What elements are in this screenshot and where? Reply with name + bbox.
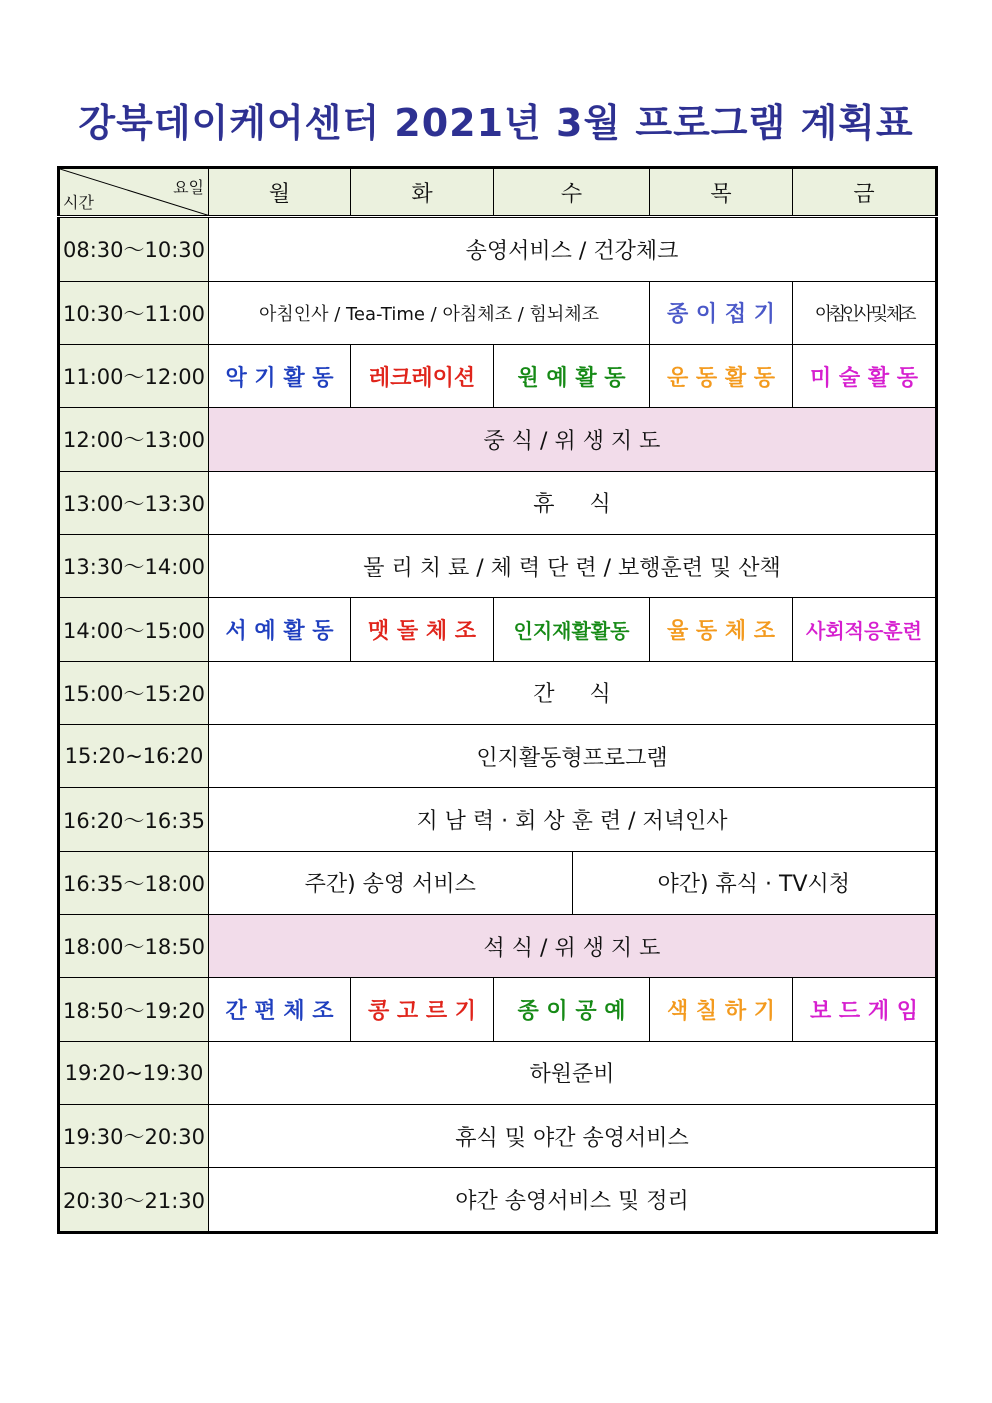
activity-cell: 지 남 력 · 회 상 훈 련 / 저녁인사 xyxy=(209,788,937,851)
program-wed-cell: 종 이 공 예 xyxy=(494,978,650,1041)
table-row xyxy=(59,471,937,534)
program-thu-cell: 운 동 활 동 xyxy=(650,344,793,407)
activity-cell: 하원준비 xyxy=(209,1041,937,1104)
table-row xyxy=(59,217,937,281)
program-fri-cell: 미 술 활 동 xyxy=(793,344,937,407)
activity-cell: 물 리 치 료 / 체 력 단 련 / 보행훈련 및 산책 xyxy=(209,535,937,598)
table-row xyxy=(59,281,937,344)
time-cell: 08:30～10:30 xyxy=(59,217,209,281)
table-row xyxy=(59,1168,937,1233)
corner-day-label: 요일 xyxy=(173,178,204,197)
table-row xyxy=(59,408,937,471)
split-cell xyxy=(209,851,937,914)
table-row xyxy=(59,344,937,407)
activity-thu-cell: 종 이 접 기 xyxy=(650,281,793,344)
activity-cell: 아침인사 / Tea-Time / 아침체조 / 힘뇌체조 xyxy=(209,281,650,344)
activity-fri-cell: 아침인사 및 체조 xyxy=(793,281,937,344)
page-title: 강북데이케어센터 2021년 3월 프로그램 계획표 xyxy=(78,101,914,145)
time-cell: 20:30～21:30 xyxy=(59,1168,209,1233)
time-cell: 19:20~19:30 xyxy=(59,1041,209,1104)
time-cell: 18:50～19:20 xyxy=(59,978,209,1041)
program-mon-cell: 서 예 활 동 xyxy=(209,598,351,661)
schedule-table xyxy=(57,166,938,1234)
activity-cell: 휴 식 xyxy=(209,471,937,534)
table-row xyxy=(59,1041,937,1104)
corner-time-label: 시간 xyxy=(63,193,94,213)
table-row xyxy=(59,725,937,788)
day-header-wed: 수 xyxy=(494,168,650,217)
program-fri-cell: 사회적응훈련 xyxy=(793,598,937,661)
program-wed-cell: 원 예 활 동 xyxy=(494,344,650,407)
program-wed-cell: 인지재활활동 xyxy=(494,598,650,661)
table-row xyxy=(59,851,937,914)
time-cell: 15:20~16:20 xyxy=(59,725,209,788)
table-row xyxy=(59,1105,937,1168)
time-cell: 10:30～11:00 xyxy=(59,281,209,344)
time-cell: 15:00～15:20 xyxy=(59,661,209,724)
time-cell: 11:00～12:00 xyxy=(59,344,209,407)
time-cell: 13:30～14:00 xyxy=(59,535,209,598)
activity-cell: 인지활동형프로그램 xyxy=(209,725,937,788)
day-service-cell: 주간) 송영 서비스 xyxy=(209,852,572,914)
table-row xyxy=(59,915,937,978)
table-row xyxy=(59,661,937,724)
program-thu-cell: 율 동 체 조 xyxy=(650,598,793,661)
day-header-thu: 목 xyxy=(650,168,793,217)
program-mon-cell: 간 편 체 조 xyxy=(209,978,351,1041)
activity-cell: 송영서비스 / 건강체크 xyxy=(209,217,937,281)
activity-cell: 야간 송영서비스 및 정리 xyxy=(209,1168,937,1233)
day-header-tue: 화 xyxy=(351,168,494,217)
meal-cell: 중 식 / 위 생 지 도 xyxy=(209,408,937,471)
program-tue-cell: 콩 고 르 기 xyxy=(351,978,494,1041)
night-service-cell: 야간) 휴식 · TV시청 xyxy=(657,872,851,898)
program-mon-cell: 악 기 활 동 xyxy=(209,344,351,407)
program-tue-cell: 맷 돌 체 조 xyxy=(351,598,494,661)
table-row xyxy=(59,788,937,851)
time-cell: 16:20～16:35 xyxy=(59,788,209,851)
day-header-mon: 월 xyxy=(209,168,351,217)
time-cell: 19:30～20:30 xyxy=(59,1105,209,1168)
activity-cell: 휴식 및 야간 송영서비스 xyxy=(209,1105,937,1168)
activity-cell: 간 식 xyxy=(209,661,937,724)
program-tue-cell: 레크레이션 xyxy=(351,344,494,407)
header-corner-cell xyxy=(59,168,209,217)
time-cell: 12:00～13:00 xyxy=(59,408,209,471)
program-thu-cell: 색 칠 하 기 xyxy=(650,978,793,1041)
time-cell: 16:35～18:00 xyxy=(59,851,209,914)
time-cell: 18:00～18:50 xyxy=(59,915,209,978)
table-row xyxy=(59,978,937,1041)
time-cell: 14:00～15:00 xyxy=(59,598,209,661)
table-header-row xyxy=(59,168,937,217)
time-cell: 13:00～13:30 xyxy=(59,471,209,534)
program-fri-cell: 보 드 게 임 xyxy=(793,978,937,1041)
table-row xyxy=(59,535,937,598)
meal-cell: 석 식 / 위 생 지 도 xyxy=(209,915,937,978)
split-table xyxy=(209,852,935,914)
day-header-fri: 금 xyxy=(793,168,937,217)
table-row xyxy=(59,598,937,661)
